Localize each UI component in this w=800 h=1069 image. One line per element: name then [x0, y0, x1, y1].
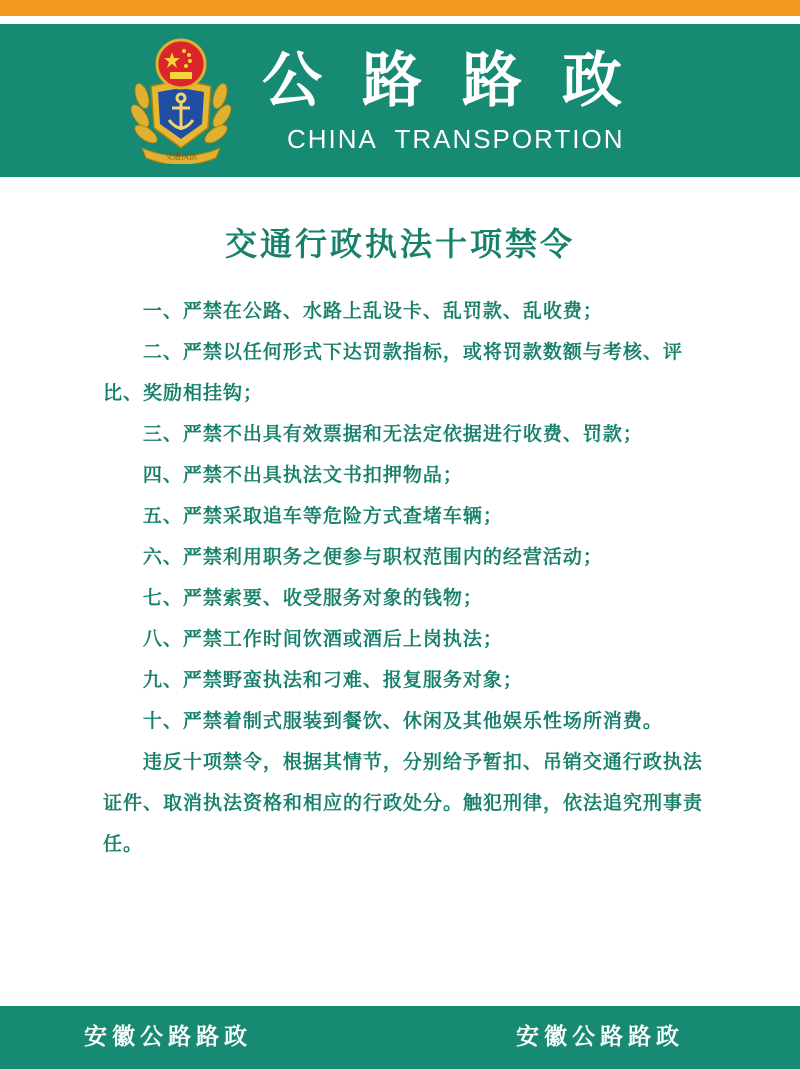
rule-item: 二、严禁以任何形式下达罚款指标，或将罚款数额与考核、评比、奖励相挂钩； [103, 341, 683, 404]
rule-item: 四、严禁不出具执法文书扣押物品； [142, 464, 463, 486]
closing-paragraph: 违反十项禁令，根据其情节，分别给予暂扣、吊销交通行政执法证件、取消执法资格和相应的行政处分。触犯刑律，依法追究刑事责任。 [103, 751, 704, 855]
rule-item: 六、严禁利用职务之便参与职权范围内的经营活动； [142, 546, 603, 568]
brand-title-cn: 公路路政 [262, 46, 662, 116]
footer-banner [0, 1006, 800, 1069]
document-title: 交通行政执法十项禁令 [224, 225, 575, 263]
footer-right-text: 安徽公路路政 [516, 1024, 684, 1050]
rule-item: 七、严禁索要、收受服务对象的钱物； [142, 587, 483, 609]
footer-left-text: 安徽公路路政 [84, 1024, 252, 1050]
header-banner [0, 24, 800, 177]
rule-item: 一、严禁在公路、水路上乱设卡、乱罚款、乱收费； [142, 300, 603, 322]
rule-item: 三、严禁不出具有效票据和无法定依据进行收费、罚款； [142, 423, 643, 445]
rules-list [103, 291, 711, 865]
top-orange-stripe [0, 0, 800, 16]
svg-text:交通执法: 交通执法 [165, 152, 197, 161]
rule-item: 五、严禁采取追车等危险方式查堵车辆； [142, 505, 503, 527]
rule-item: 八、严禁工作时间饮酒或酒后上岗执法； [142, 628, 503, 650]
rule-item: 十、严禁着制式服装到餐饮、休闲及其他娱乐性场所消费。 [142, 710, 663, 732]
brand-title-en: CHINA TRANSPORTION [287, 124, 625, 154]
rule-item: 九、严禁野蛮执法和刁难、报复服务对象； [142, 669, 523, 691]
traffic-law-enforcement-emblem-icon [128, 36, 234, 164]
